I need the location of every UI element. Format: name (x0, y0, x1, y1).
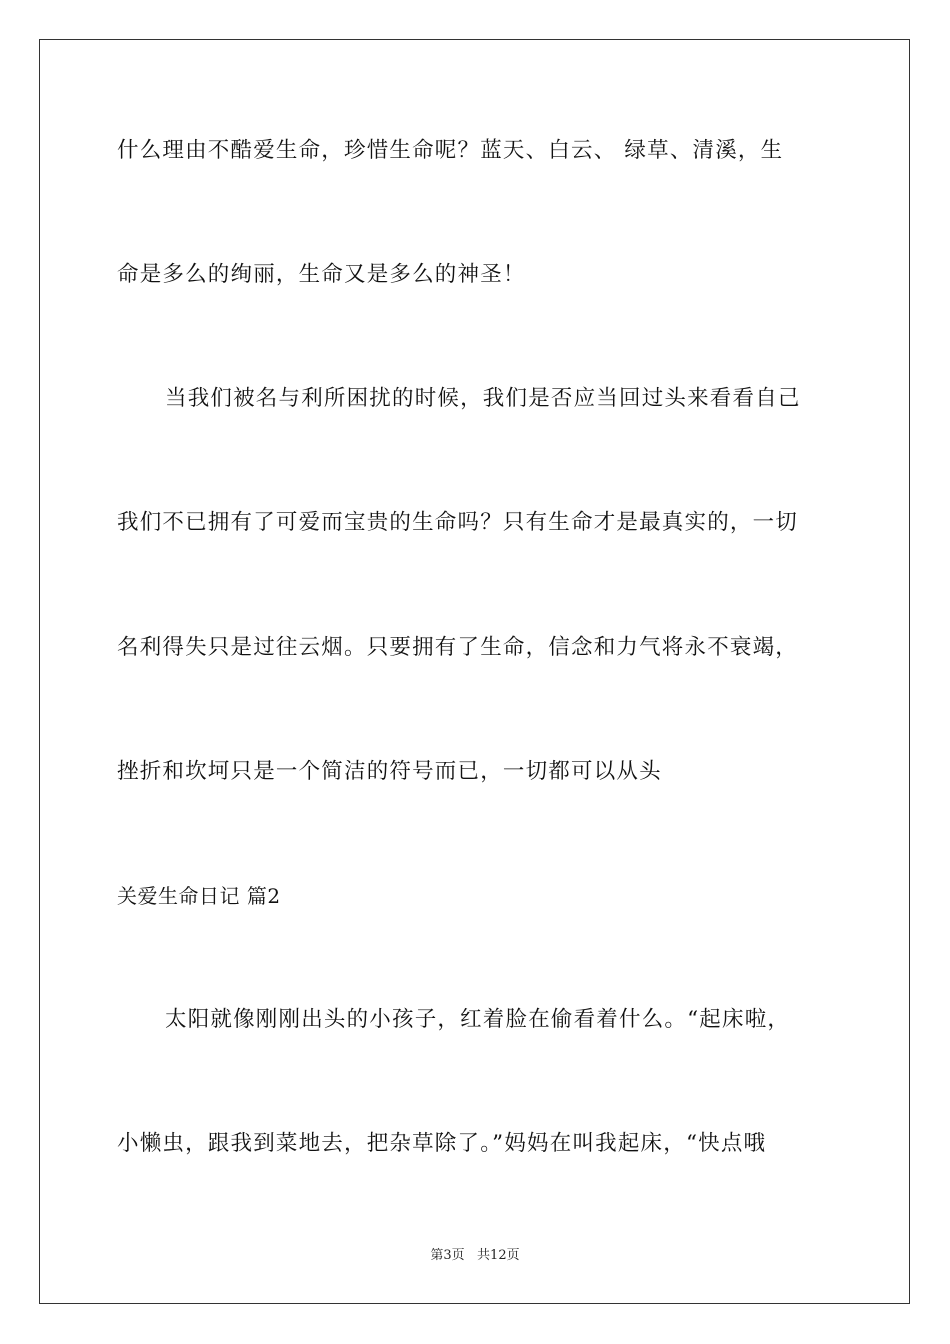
paragraph-first-line: 太阳就像刚刚出头的小孩子，红着脸在偷看着什么。“起床啦， (165, 1007, 791, 1032)
paragraph-first-line: 当我们被名与利所困扰的时候，我们是否应当回过头来看看自己 (165, 386, 801, 411)
body-text-line: 挫折和坎坷只是一个简洁的符号而已，一切都可以从头 (117, 759, 662, 784)
body-text-line: 名利得失只是过往云烟。只要拥有了生命，信念和力气将永不衰竭， (117, 635, 799, 660)
page-number-footer: 第3页 共12页 (430, 1248, 520, 1263)
page-border (39, 39, 910, 1304)
body-text-line: 我们不已拥有了可爱而宝贵的生命吗？只有生命才是最真实的，一切 (117, 510, 799, 535)
section-heading: 关爱生命日记 篇2 (117, 884, 281, 908)
body-text-line: 小懒虫，跟我到菜地去，把杂草除了。”妈妈在叫我起床，“快点哦 (117, 1131, 767, 1156)
body-text-line: 命是多么的绚丽，生命又是多么的神圣！ (117, 262, 526, 287)
body-text-line: 什么理由不酷爱生命，珍惜生命呢？蓝天、白云、 绿草、清溪，生 (117, 138, 784, 163)
